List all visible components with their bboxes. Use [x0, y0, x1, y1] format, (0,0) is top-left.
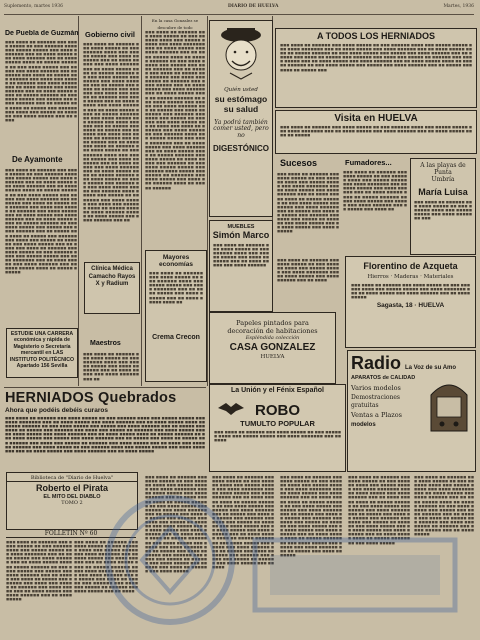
ad-visita-huelva: [275, 110, 477, 154]
ad-muebles-l2: Simón Marco: [212, 230, 270, 240]
folletin-body-2: ■■■ ■■■■ ■■ ■■■■■■ ■■■ ■■■■ ■■■■■ ■■ ■■■ ■■■■■■ ■■■■ ■■■ ■■■■■ ■■■■■ ■■■ ■■■■ ■■■■■■■ ■■■ ■■ ■■■■ ■■■■■ ■■■ ■■■■ ■■■■■■ ■■■ ■■ ■■■■ ■■■■■ ■■■■ ■■ ■■■■■ ■■■■■■ ■■ ■■■ ■■■■ ■■■■■ ■■■ ■■■■■ ■■■ ■■■■ ■■■■■■ ■■■ ■■ ■■■■■ ■■■ ■■■■ ■■ ■■■■■ ■■■ ■■■■■■ ■■■ ■■■■ ■■■ ■■■■■ ■■ ■■■■■■ ■■■ ■■■■ ■■■■■ ■■■ ■■ ■■■■: [74, 540, 138, 594]
col2-title-maestros: Maestros: [90, 340, 121, 347]
biblioteca-head: Biblioteca de "Diario de Huelva": [7, 473, 137, 482]
col4-body-mid: ■■■ ■■■■ ■■ ■■■■■■ ■■■ ■■■■ ■■■■■ ■■ ■■■ ■■■■■■ ■■■■ ■■■ ■■■■■ ■■■■■ ■■■ ■■■■ ■■■■■■■ ■■■ ■■ ■■■■ ■■■■■ ■■■ ■■■■ ■■■■■■ ■■■ ■■ ■■■■: [277, 258, 339, 283]
ad-radio-l4: gratuitas: [351, 402, 379, 409]
ad-florentino-l1: Florentino de Azqueta: [363, 261, 458, 271]
header-left: Suplemento, martes 1936: [4, 4, 63, 9]
ad-florentino-l3: Sagasta, 18 · HUELVA: [376, 302, 445, 310]
ad-instituto-text: ESTUDIE UNA CARRERA económica y rápida de Magisterio o Secretaría mercantil en LAS INSTITUTO POLITÉCNICO Apartado 156 Sevilla: [9, 331, 75, 370]
ad-radio-l1: APARATOS de CALIDAD: [351, 375, 416, 381]
ad-union-l1: La Unión y el Fénix Español: [231, 387, 324, 394]
col3-top-text: En la casa Gonzalez se descubre de todo: [151, 18, 199, 30]
ad-dig-l3: su salud: [223, 103, 259, 114]
bottom-body-5: ■■■ ■■■■ ■■ ■■■■■■ ■■■ ■■■■ ■■■■■ ■■ ■■■ ■■■■■■ ■■■■ ■■■ ■■■■■ ■■■■■ ■■■ ■■■■ ■■■■■■■ ■■■ ■■ ■■■■ ■■■■■ ■■■ ■■■■ ■■■■■■ ■■■ ■■ ■■■■ ■■■■■ ■■■■ ■■ ■■■■■ ■■■■■■ ■■ ■■■ ■■■■ ■■■■■ ■■■ ■■■■■ ■■■ ■■■■ ■■■■■■ ■■■ ■■ ■■■■■ ■■■ ■■■■ ■■ ■■■■■ ■■■ ■■■■■■ ■■■ ■■■■ ■■■ ■■■■■ ■■ ■■■■■■ ■■■ ■■■■ ■■■■■ ■■■ ■■ ■■■■ ■■■■■: [414, 475, 474, 537]
column-rule: [78, 16, 79, 386]
ad-radio-l6: modelos: [351, 422, 376, 428]
col2-body-2: ■■■ ■■■■ ■■ ■■■■■■ ■■■ ■■■■ ■■■■■ ■■ ■■■ ■■■■■■ ■■■■ ■■■ ■■■■■ ■■■■■ ■■■ ■■■■ ■■■■■■■ ■■■ ■■ ■■■■ ■■■■■ ■■■ ■■■■ ■■■■■■ ■■■ ■■: [83, 352, 139, 381]
herniados-body: ■■■ ■■■■ ■■ ■■■■■■ ■■■ ■■■■ ■■■■■ ■■ ■■■ ■■■■■■ ■■■■ ■■■ ■■■■■ ■■■■■ ■■■ ■■■■ ■■■■■■■ ■■■ ■■ ■■■■ ■■■■■ ■■■ ■■■■ ■■■■■■ ■■■ ■■ ■■■■ ■■■■■ ■■■■ ■■ ■■■■■ ■■■■■■ ■■ ■■■ ■■■■ ■■■■■ ■■■ ■■■■■ ■■■ ■■■■ ■■■■■■ ■■■ ■■ ■■■■■ ■■■ ■■■■ ■■ ■■■■■ ■■■ ■■■■■■ ■■■ ■■■■ ■■■ ■■■■■ ■■ ■■■■■■ ■■■ ■■■■ ■■■■■ ■■■ ■■ ■■■■ ■■■■■ ■■■ ■■■■ ■■■■■■ ■■■ ■■ ■■■■ ■■■■■ ■■■■ ■■ ■■■■■ ■■■■■■ ■■ ■■■ ■■■■ ■■■■■ ■■■ ■■■■■ ■■■ ■■■■ ■■■■■■ ■■■ ■■ ■■■■■ ■■■ ■■■■ ■■ ■■■■■ ■■■ ■■■■■■ ■■■ ■■■■ ■■■ ■■■■■ ■■ ■■■■■■ ■■■ ■■■■ ■■■■■ ■■■ ■■ ■■■■ ■■■ ■■■■ ■■ ■■■■■■ ■■■ ■■■■ ■■■■■ ■■ ■■■ ■■■■■■ ■■■■ ■■■ ■■■■■ ■■■■■ ■■■ ■■■■ ■■■■■■■ ■■■ ■■ ■■■■ ■■■■■ ■■■ ■■■■ ■■■■■■ ■■■ ■■ ■■■■ ■■■■■: [5, 416, 205, 453]
col1-title-puebla: De Puebla de Guzmán: [5, 30, 79, 37]
folletin-body-1: ■■■ ■■■■ ■■ ■■■■■■ ■■■ ■■■■ ■■■■■ ■■ ■■■ ■■■■■■ ■■■■ ■■■ ■■■■■ ■■■■■ ■■■ ■■■■ ■■■■■■■ ■■■ ■■ ■■■■ ■■■■■ ■■■ ■■■■ ■■■■■■ ■■■ ■■ ■■■■ ■■■■■ ■■■■ ■■ ■■■■■ ■■■■■■ ■■ ■■■ ■■■■ ■■■■■ ■■■ ■■■■■ ■■■ ■■■■ ■■■■■■ ■■■ ■■ ■■■■■ ■■■ ■■■■ ■■ ■■■■■ ■■■ ■■■■■■ ■■■ ■■■■ ■■■ ■■■■■ ■■ ■■■■■■ ■■■ ■■■■ ■■■■■ ■■■ ■■ ■■■■ ■■■■■ ■■■ ■■■■ ■■■■■■ ■■■ ■■ ■■■■ ■■■■■: [6, 540, 72, 602]
section-rule: [4, 387, 206, 388]
ad-papeles-l1: Papeles pintados para: [236, 319, 309, 327]
ad-radio-sub: La Voz de su Amo: [405, 365, 457, 371]
ad-playas: [410, 158, 476, 255]
ad-visita-body: ■■■ ■■■■ ■■ ■■■■■■ ■■■ ■■■■ ■■■■■ ■■ ■■■ ■■■■■■ ■■■■ ■■■ ■■■■■ ■■■■■ ■■■ ■■■■ ■■■■■■■ ■■■ ■■ ■■■■ ■■■■■ ■■■ ■■■■ ■■■■■■ ■■■ ■■ ■■■■ ■■■■■ ■■■■ ■■ ■■■■■: [280, 125, 472, 138]
man-face-illustration: [210, 21, 272, 83]
ad-union-body: ■■■ ■■■■ ■■ ■■■■■■ ■■■ ■■■■ ■■■■■ ■■ ■■■ ■■■■■■ ■■■■ ■■■ ■■■■■ ■■■■■ ■■■ ■■■■ ■■■■■■■ ■■■ ■■ ■■■■: [214, 430, 341, 443]
col4-title-sucesos: Sucesos: [280, 158, 318, 168]
biblioteca-tomo: TOMO 2: [61, 500, 83, 506]
bottom-body-4: ■■■ ■■■■ ■■ ■■■■■■ ■■■ ■■■■ ■■■■■ ■■ ■■■ ■■■■■■ ■■■■ ■■■ ■■■■■ ■■■■■ ■■■ ■■■■ ■■■■■■■ ■■■ ■■ ■■■■ ■■■■■ ■■■ ■■■■ ■■■■■■ ■■■ ■■ ■■■■ ■■■■■ ■■■■ ■■ ■■■■■ ■■■■■■ ■■ ■■■ ■■■■ ■■■■■ ■■■ ■■■■■ ■■■ ■■■■ ■■■■■■ ■■■ ■■ ■■■■■ ■■■ ■■■■ ■■ ■■■■■ ■■■ ■■■■■■ ■■■ ■■■■ ■■■ ■■■■■ ■■ ■■■■■■ ■■■ ■■■■ ■■■■■ ■■■ ■■ ■■■■ ■■■■■ ■■■ ■■■■ ■■■■■■ ■■■ ■■ ■■■■ ■■■■■ ■■■■ ■■ ■■■■■ ■■■■■■ ■■ ■■■ ■■■■ ■■■■■: [348, 475, 410, 545]
col1-body-2: ■■■ ■■■■ ■■ ■■■■■■ ■■■ ■■■■ ■■■■■ ■■ ■■■ ■■■■■■ ■■■■ ■■■ ■■■■■ ■■■■■ ■■■ ■■■■ ■■■■■■■ ■■■ ■■ ■■■■ ■■■■■ ■■■ ■■■■ ■■■■■■ ■■■ ■■ ■■■■ ■■■■■ ■■■■ ■■ ■■■■■ ■■■■■■ ■■ ■■■ ■■■■ ■■■■■ ■■■ ■■■■■ ■■■ ■■■■ ■■■■■■ ■■■ ■■ ■■■■■ ■■■ ■■■■ ■■ ■■■■■ ■■■ ■■■■■■ ■■■ ■■■■ ■■■ ■■■■■ ■■ ■■■■■■ ■■■ ■■■■ ■■■■■ ■■■ ■■ ■■■■ ■■■■■ ■■■ ■■■■ ■■■■■■ ■■■ ■■ ■■■■ ■■■■■ ■■■■ ■■ ■■■■■ ■■■■■■ ■■ ■■■ ■■■■ ■■■■■ ■■■ ■■■■■ ■■■ ■■■■ ■■■■■■ ■■■ ■■ ■■■■■ ■■■ ■■■■ ■■ ■■■■■ ■■■ ■■■■■■ ■■■ ■■■■ ■■■ ■■■■■ ■■ ■■■■■■ ■■■ ■■■■ ■■■■■ ■■■ ■■ ■■■■ ■■■ ■■■■ ■■ ■■■■■■ ■■■ ■■■■ ■■■■■ ■■ ■■■ ■■■■■■ ■■■■ ■■■ ■■■■■ ■■■■■ ■■■ ■■■■ ■■■■■■■ ■■■ ■■ ■■■■ ■■■■■ ■■■ ■■■■ ■■■■■■ ■■■ ■■ ■■■■ ■■■■■ ■■■■ ■■ ■■■■■ ■■■■■■: [5, 168, 77, 275]
ad-dig-l1: Quién usted: [224, 87, 258, 93]
ad-todos-body: ■■■ ■■■■ ■■ ■■■■■■ ■■■ ■■■■ ■■■■■ ■■ ■■■ ■■■■■■ ■■■■ ■■■ ■■■■■ ■■■■■ ■■■ ■■■■ ■■■■■■■ ■■■ ■■ ■■■■ ■■■■■ ■■■ ■■■■ ■■■■■■ ■■■ ■■ ■■■■ ■■■■■ ■■■■ ■■ ■■■■■ ■■■■■■ ■■ ■■■ ■■■■ ■■■■■ ■■■ ■■■■■ ■■■ ■■■■ ■■■■■■ ■■■ ■■ ■■■■■ ■■■ ■■■■ ■■ ■■■■■ ■■■ ■■■■■■ ■■■ ■■■■ ■■■ ■■■■■ ■■ ■■■■■■ ■■■ ■■■■ ■■■■■ ■■■ ■■ ■■■■ ■■■■■ ■■■ ■■■■ ■■■■■■ ■■■ ■■ ■■■■ ■■■■■ ■■■■ ■■ ■■■■■ ■■■■■■ ■■ ■■■ ■■■■ ■■■■■ ■■■ ■■■■■ ■■■ ■■■■ ■■■■■■ ■■■ ■■ ■■■■■ ■■■ ■■■■ ■■ ■■■■■ ■■■: [280, 43, 472, 72]
ad-clinica-text: Clínica Médica Camacho Rayos X y Radium: [88, 266, 136, 287]
eagle-emblem-icon: [216, 399, 246, 417]
ad-dig-l2: su estómago: [214, 93, 268, 104]
ad-instituto: [6, 328, 78, 378]
ad-radio-big: Radio: [351, 353, 402, 373]
herniados-title: HERNIADOS Quebrados: [5, 390, 177, 406]
bottom-body-3: ■■■ ■■■■ ■■ ■■■■■■ ■■■ ■■■■ ■■■■■ ■■ ■■■ ■■■■■■ ■■■■ ■■■ ■■■■■ ■■■■■ ■■■ ■■■■ ■■■■■■■ ■■■ ■■ ■■■■ ■■■■■ ■■■ ■■■■ ■■■■■■ ■■■ ■■ ■■■■ ■■■■■ ■■■■ ■■ ■■■■■ ■■■■■■ ■■ ■■■ ■■■■ ■■■■■ ■■■ ■■■■■ ■■■ ■■■■ ■■■■■■ ■■■ ■■ ■■■■■ ■■■ ■■■■ ■■ ■■■■■ ■■■ ■■■■■■ ■■■ ■■■■ ■■■ ■■■■■ ■■ ■■■■■■ ■■■ ■■■■ ■■■■■ ■■■ ■■ ■■■■ ■■■■■ ■■■ ■■■■ ■■■■■■ ■■■ ■■ ■■■■ ■■■■■ ■■■■ ■■ ■■■■■ ■■■■■■ ■■ ■■■ ■■■■ ■■■■■ ■■■ ■■■■■ ■■■ ■■■■ ■■■■■■ ■■■ ■■ ■■■■■ ■■■ ■■■■ ■■ ■■■■■: [280, 475, 342, 557]
ad-dig-l5: comer usted, pero no: [213, 125, 269, 139]
ad-papeles-l4: CASA GONZALEZ: [229, 342, 316, 353]
ad-todos-herniados: [275, 28, 477, 108]
ad-radio-l3: Demostraciones: [351, 394, 400, 401]
watermark-seal: [90, 430, 470, 640]
ad-papeles-l3: Espléndida colección: [245, 335, 300, 341]
col3-body-1: ■■■ ■■■■ ■■ ■■■■■■ ■■■ ■■■■ ■■■■■ ■■ ■■■ ■■■■■■ ■■■■ ■■■ ■■■■■ ■■■■■ ■■■ ■■■■ ■■■■■■■ ■■■ ■■ ■■■■ ■■■■■ ■■■ ■■■■ ■■■■■■ ■■■ ■■ ■■■■ ■■■■■ ■■■■ ■■ ■■■■■ ■■■■■■ ■■ ■■■ ■■■■ ■■■■■ ■■■ ■■■■■ ■■■ ■■■■ ■■■■■■ ■■■ ■■ ■■■■■ ■■■ ■■■■ ■■ ■■■■■ ■■■ ■■■■■■ ■■■ ■■■■ ■■■ ■■■■■ ■■ ■■■■■■ ■■■ ■■■■ ■■■■■ ■■■ ■■ ■■■■ ■■■■■ ■■■ ■■■■ ■■■■■■ ■■■ ■■ ■■■■ ■■■■■ ■■■■ ■■ ■■■■■ ■■■■■■ ■■ ■■■ ■■■■ ■■■■■ ■■■ ■■■■■ ■■■ ■■■■ ■■■■■■ ■■■ ■■ ■■■■■ ■■■ ■■■■ ■■ ■■■■■ ■■■ ■■■■■■ ■■■ ■■■■ ■■■ ■■■■■ ■■ ■■■■■■ ■■■ ■■■■ ■■■■■ ■■■ ■■ ■■■■ ■■■ ■■■■ ■■ ■■■■■■ ■■■ ■■■■ ■■■■■ ■■ ■■■ ■■■■■■ ■■■■ ■■■ ■■■■■ ■■■■■ ■■■ ■■■■ ■■■■■■■ ■■■ ■■ ■■■■ ■■■■■ ■■■ ■■■■ ■■■■■■ ■■■ ■■ ■■■■ ■■■■■ ■■■■ ■■ ■■■■■ ■■■■■■ ■■■ ■■■■ ■■■■■ ■■ ■■■■ ■■■■■ ■■■ ■■■■■■ ■■ ■■■ ■■■■ ■■■■■ ■■■■■ ■■■ ■■■■■■ ■■■■ ■■■■■ ■■■ ■■■■■ ■■ ■■■■■■■ ■■■ ■■■■ ■■■■■ ■■■ ■■■■ ■■■ ■■■■■■ ■■■■ ■■ ■■■■■ ■■■■■■: [145, 30, 205, 190]
ad-clinica: [84, 262, 140, 314]
header-center: DIARIO DE HUELVA: [227, 4, 279, 9]
ad-playas-body: ■■■ ■■■■ ■■ ■■■■■■ ■■■ ■■■■ ■■■■■ ■■ ■■■ ■■■■■■ ■■■■ ■■■ ■■■■■ ■■■■■ ■■■ ■■■■ ■■■■■■■ ■■■: [414, 200, 472, 221]
bottom-body-1: ■■■ ■■■■ ■■ ■■■■■■ ■■■ ■■■■ ■■■■■ ■■ ■■■ ■■■■■■ ■■■■ ■■■ ■■■■■ ■■■■■ ■■■ ■■■■ ■■■■■■■ ■■■ ■■ ■■■■ ■■■■■ ■■■ ■■■■ ■■■■■■ ■■■ ■■ ■■■■ ■■■■■ ■■■■ ■■ ■■■■■ ■■■■■■ ■■ ■■■ ■■■■ ■■■■■ ■■■ ■■■■■ ■■■ ■■■■ ■■■■■■ ■■■ ■■ ■■■■■ ■■■ ■■■■ ■■ ■■■■■ ■■■ ■■■■■■ ■■■ ■■■■ ■■■ ■■■■■ ■■ ■■■■■■ ■■■ ■■■■ ■■■■■ ■■■ ■■ ■■■■ ■■■■■ ■■■ ■■■■ ■■■■■■ ■■■ ■■ ■■■■ ■■■■■ ■■■■ ■■ ■■■■■ ■■■■■■ ■■ ■■■ ■■■■ ■■■■■ ■■■ ■■■■■ ■■■ ■■■■ ■■■■■■ ■■■ ■■ ■■■■■ ■■■ ■■■■ ■■ ■■■■■ ■■■ ■■■■■■ ■■■ ■■■■ ■■■ ■■■■■ ■■ ■■■■■■ ■■■ ■■■■ ■■■■■ ■■■ ■■ ■■■■ ■■■ ■■■■ ■■ ■■■■■■ ■■■ ■■■■ ■■■■■: [145, 475, 207, 574]
column-rule: [141, 16, 142, 386]
col1-body-1: ■■■ ■■■■ ■■ ■■■■■■ ■■■ ■■■■ ■■■■■ ■■ ■■■ ■■■■■■ ■■■■ ■■■ ■■■■■ ■■■■■ ■■■ ■■■■ ■■■■■■■ ■■■ ■■ ■■■■ ■■■■■ ■■■ ■■■■ ■■■■■■ ■■■ ■■ ■■■■ ■■■■■ ■■■■ ■■ ■■■■■ ■■■■■■ ■■ ■■■ ■■■■ ■■■■■ ■■■ ■■■■■ ■■■ ■■■■ ■■■■■■ ■■■ ■■ ■■■■■ ■■■ ■■■■ ■■ ■■■■■ ■■■ ■■■■■■ ■■■ ■■■■ ■■■ ■■■■■ ■■ ■■■■■■ ■■■ ■■■■ ■■■■■ ■■■ ■■ ■■■■ ■■■■■ ■■■ ■■■■ ■■■■■■ ■■■ ■■ ■■■■ ■■■■■ ■■■■ ■■ ■■■■■ ■■■■■■ ■■ ■■■ ■■■■ ■■■■■ ■■■ ■■■■■ ■■■ ■■■■ ■■■■■■ ■■■ ■■ ■■■■■ ■■■ ■■■■ ■■ ■■■■■ ■■■ ■■■■■■ ■■■ ■■■■ ■■■ ■■■■■ ■■ ■■■■■■ ■■■ ■■■■ ■■■■■ ■■■ ■■ ■■■■: [5, 40, 77, 122]
col1-title-ayamonte: De Ayamonte: [12, 155, 63, 164]
ad-visita-title: Visita en HUELVA: [334, 113, 418, 124]
ad-muebles-l1: MUEBLES: [227, 224, 255, 230]
ad-florentino-l2: Hierros · Maderas · Materiales: [367, 274, 454, 280]
col4-sucesos-body: ■■■ ■■■■ ■■ ■■■■■■ ■■■ ■■■■ ■■■■■ ■■ ■■■ ■■■■■■ ■■■■ ■■■ ■■■■■ ■■■■■ ■■■ ■■■■ ■■■■■■■ ■■■ ■■ ■■■■ ■■■■■ ■■■ ■■■■ ■■■■■■ ■■■ ■■ ■■■■ ■■■■■ ■■■■ ■■ ■■■■■ ■■■■■■ ■■ ■■■ ■■■■ ■■■■■ ■■■ ■■■■■ ■■■ ■■■■ ■■■■■■ ■■■ ■■ ■■■■■ ■■■ ■■■■ ■■ ■■■■■ ■■■ ■■■■■■ ■■■ ■■■■ ■■■ ■■■■■ ■■ ■■■■■■ ■■■ ■■■■ ■■■■■ ■■■ ■■ ■■■■ ■■■■■ ■■■ ■■■■ ■■■■■■: [277, 172, 339, 234]
ad-dig-l6: DIGESTÓNICO: [212, 144, 269, 153]
ad-florentino: [345, 256, 476, 348]
ad-muebles-body: ■■■ ■■■■ ■■ ■■■■■■ ■■■ ■■■■ ■■■■■ ■■ ■■■ ■■■■■■ ■■■■ ■■■ ■■■■■ ■■■■■ ■■■ ■■■■ ■■■■■■■ ■■■ ■■ ■■■■ ■■■■■ ■■■ ■■■■ ■■■■■■: [213, 243, 269, 268]
col4-title-fumadores: Fumadores...: [345, 158, 392, 167]
ad-todos-title: A TODOS LOS HERNIADOS: [316, 31, 435, 41]
ad-crecon: [145, 250, 207, 382]
ad-papeles-l2: decoración de habitaciones: [227, 327, 318, 335]
ad-crecon-title: Mayores economías: [159, 254, 193, 268]
ad-digestonico: [209, 20, 273, 217]
herniados-subtitle: Ahora que podéis debéis curaros: [5, 407, 108, 414]
ad-radio-l5: Ventas a Plazos: [351, 411, 402, 419]
folletin-label: FOLLETIN Nº 60: [6, 529, 136, 538]
ad-crecon-body: ■■■ ■■■■ ■■ ■■■■■■ ■■■ ■■■■ ■■■■■ ■■ ■■■ ■■■■■■ ■■■■ ■■■ ■■■■■ ■■■■■ ■■■ ■■■■ ■■■■■■■ ■■■ ■■ ■■■■ ■■■■■ ■■■ ■■■■ ■■■■■■ ■■■ ■■ ■■■■ ■■■■■ ■■■■ ■■: [149, 271, 203, 304]
ad-papeles-l5: HUELVA: [260, 354, 285, 360]
ad-union-l2: ROBO: [255, 402, 300, 419]
ad-playas-l1: A las playas de Punta: [420, 162, 466, 176]
col2-title-gobierno: Gobierno civil: [85, 30, 136, 39]
ad-florentino-body: ■■■ ■■■■ ■■ ■■■■■■ ■■■ ■■■■ ■■■■■ ■■ ■■■ ■■■■■■ ■■■■ ■■■ ■■■■■ ■■■■■ ■■■ ■■■■ ■■■■■■■ ■■■ ■■ ■■■■ ■■■■■ ■■■ ■■■■ ■■■■■■ ■■■ ■■ ■■■■ ■■■■■: [351, 283, 470, 300]
ad-playas-l2: Umbría: [431, 176, 455, 183]
ad-playas-l3: María Luisa: [418, 187, 468, 197]
ad-dig-l4: Ya podrá también: [214, 118, 268, 126]
ad-union-l3: TUMULTO POPULAR: [240, 419, 315, 428]
ad-radio-l2: Varios modelos: [351, 384, 401, 392]
ad-crecon-name: Crema Crecon: [152, 334, 200, 341]
ad-muebles: [209, 220, 273, 312]
page-header: [4, 4, 474, 15]
biblioteca-sub: EL MITO DEL DIABLO: [43, 494, 101, 500]
col4-fumadores-body: ■■■ ■■■■ ■■ ■■■■■■ ■■■ ■■■■ ■■■■■ ■■ ■■■ ■■■■■■ ■■■■ ■■■ ■■■■■ ■■■■■ ■■■ ■■■■ ■■■■■■■ ■■■ ■■ ■■■■ ■■■■■ ■■■ ■■■■ ■■■■■■ ■■■ ■■ ■■■■ ■■■■■ ■■■■ ■■ ■■■■■ ■■■■■■ ■■ ■■■ ■■■■ ■■■■■ ■■■ ■■■■■ ■■■ ■■■■ ■■■■■■ ■■■ ■■ ■■■■■ ■■■ ■■■■ ■■: [343, 170, 407, 211]
header-right: Martes, 1936: [443, 4, 474, 9]
ad-papeles-pintados: [209, 312, 336, 384]
bottom-body-2: ■■■ ■■■■ ■■ ■■■■■■ ■■■ ■■■■ ■■■■■ ■■ ■■■ ■■■■■■ ■■■■ ■■■ ■■■■■ ■■■■■ ■■■ ■■■■ ■■■■■■■ ■■■ ■■ ■■■■ ■■■■■ ■■■ ■■■■ ■■■■■■ ■■■ ■■ ■■■■ ■■■■■ ■■■■ ■■ ■■■■■ ■■■■■■ ■■ ■■■ ■■■■ ■■■■■ ■■■ ■■■■■ ■■■ ■■■■ ■■■■■■ ■■■ ■■ ■■■■■ ■■■ ■■■■ ■■ ■■■■■ ■■■ ■■■■■■ ■■■ ■■■■ ■■■ ■■■■■ ■■ ■■■■■■ ■■■ ■■■■ ■■■■■ ■■■ ■■ ■■■■ ■■■■■ ■■■ ■■■■ ■■■■■■ ■■■ ■■ ■■■■ ■■■■■ ■■■■ ■■ ■■■■■ ■■■■■■ ■■ ■■■ ■■■■ ■■■■■ ■■■ ■■■■■ ■■■ ■■■■ ■■■■■■ ■■■ ■■ ■■■■■ ■■■ ■■■■ ■■ ■■■■■ ■■■ ■■■■■■ ■■■ ■■■■ ■■■ ■■■■■ ■■ ■■■■■■ ■■■ ■■■■ ■■■■■ ■■■ ■■ ■■■■: [212, 475, 274, 570]
biblioteca-title: Roberto el Pirata: [35, 483, 109, 493]
col2-body-1: ■■■ ■■■■ ■■ ■■■■■■ ■■■ ■■■■ ■■■■■ ■■ ■■■ ■■■■■■ ■■■■ ■■■ ■■■■■ ■■■■■ ■■■ ■■■■ ■■■■■■■ ■■■ ■■ ■■■■ ■■■■■ ■■■ ■■■■ ■■■■■■ ■■■ ■■ ■■■■ ■■■■■ ■■■■ ■■ ■■■■■ ■■■■■■ ■■ ■■■ ■■■■ ■■■■■ ■■■ ■■■■■ ■■■ ■■■■ ■■■■■■ ■■■ ■■ ■■■■■ ■■■ ■■■■ ■■ ■■■■■ ■■■ ■■■■■■ ■■■ ■■■■ ■■■ ■■■■■ ■■ ■■■■■■ ■■■ ■■■■ ■■■■■ ■■■ ■■ ■■■■ ■■■■■ ■■■ ■■■■ ■■■■■■ ■■■ ■■ ■■■■ ■■■■■ ■■■■ ■■ ■■■■■ ■■■■■■ ■■ ■■■ ■■■■ ■■■■■ ■■■ ■■■■■ ■■■ ■■■■ ■■■■■■ ■■■ ■■ ■■■■■ ■■■ ■■■■ ■■ ■■■■■ ■■■ ■■■■■■ ■■■ ■■■■ ■■■ ■■■■■ ■■ ■■■■■■ ■■■ ■■■■ ■■■■■ ■■■ ■■ ■■■■ ■■■ ■■■■ ■■ ■■■■■■ ■■■ ■■■■ ■■■■■ ■■ ■■■ ■■■■■■ ■■■■ ■■■ ■■■■■ ■■■■■ ■■■ ■■■■ ■■■■■■■ ■■■ ■■ ■■■■ ■■■■■ ■■■ ■■■■ ■■■■■■ ■■■ ■■ ■■■■ ■■■■■ ■■■■ ■■ ■■■■■ ■■■■■■ ■■■ ■■■■ ■■■■■ ■■ ■■■■ ■■■■■ ■■■ ■■■■■■ ■■ ■■■ ■■■■ ■■■■■ ■■■■■ ■■■ ■■■■■■ ■■■■ ■■■■■ ■■■ ■■■■■ ■■ ■■■■■■■ ■■■ ■■■■ ■■■■■ ■■■ ■■■■ ■■■ ■■■■■■ ■■■■ ■■ ■■■■■ ■■■■■■ ■■■■ ■■■■■■ ■■■■■ ■■ ■■■■ ■■■■■ ■■■ ■■■■ ■■■■■■ ■■■ ■■: [83, 42, 139, 223]
radio-set-illustration: [427, 377, 471, 433]
column-rule: [207, 16, 208, 386]
